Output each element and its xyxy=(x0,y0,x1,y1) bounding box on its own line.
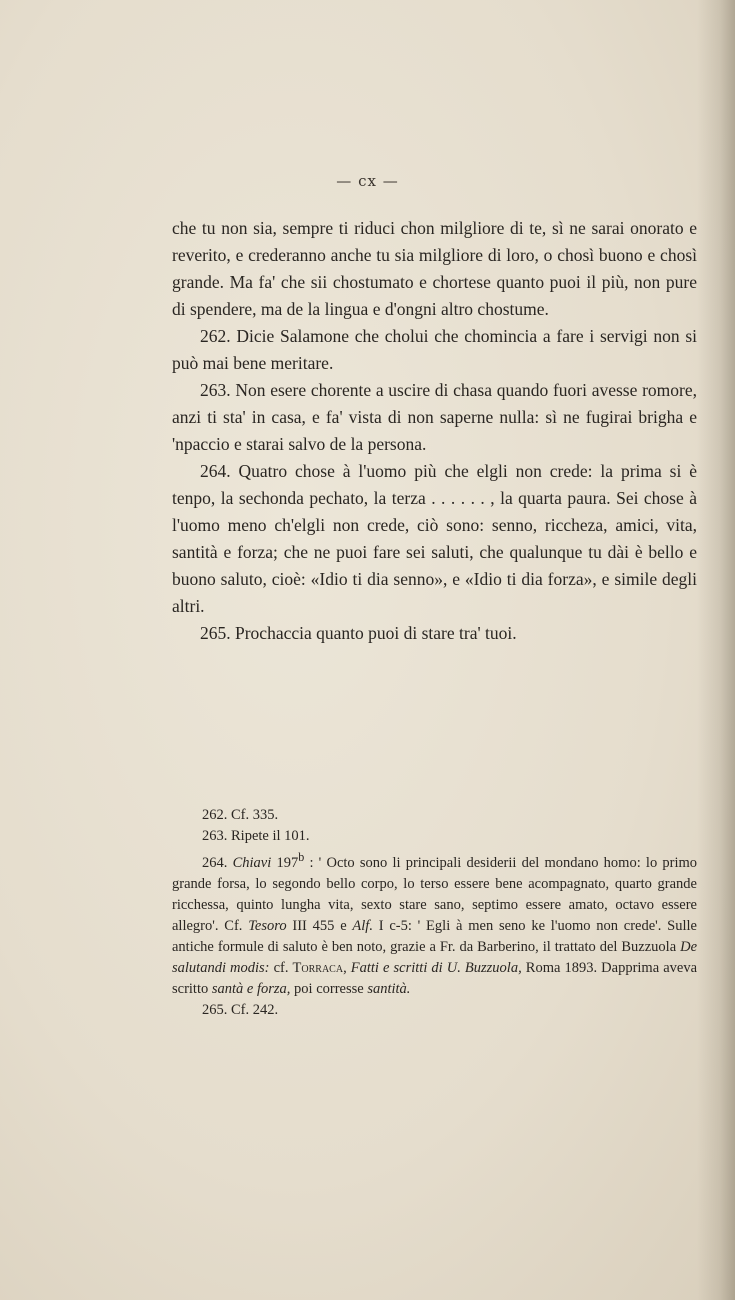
note-264-alf: Alf. xyxy=(352,917,373,934)
paragraph-continuation: che tu non sia, sempre ti riduci chon milgliore di te, sì ne sarai onorato e reverito, e crederanno anche tu sia milgliore di loro, o chosì buono e chosì grande. Ma fa' che sii chostumato e chortese quanto puoi il più, non pure di spendere, ma de la lingua e d'ongni altro chostume. xyxy=(172,218,697,319)
note-264-tesoro: Tesoro xyxy=(248,917,287,934)
note-264-source: Chiavi xyxy=(232,854,272,871)
note-264-cf: cf. xyxy=(273,959,289,976)
note-264-text-1: : ' Octo sono li principali desiderii del mondano homo: lo primo grande forsa, lo segondo bello corpo, lo terso essere bene acompagnato, quarto grande ricchessa, quinto lungha vita, sexto stare sano, septimo essere amato, octavo essere allegro'. Cf. xyxy=(172,854,698,934)
paragraph-265: 265. Prochaccia quanto puoi di stare tra' tuoi. xyxy=(200,623,517,643)
paragraph-264: 264. Quatro chose à l'uomo più che elgli non crede: la prima si è tenpo, la sechonda pechato, la terza . . . . . . , la quarta paura. Sei chose à l'uomo meno ch'elgli non crede, ciò sono: senno, riccheza, amici, vita, santità e forza; che ne puoi fare sei saluti, che qualunque tu dài è bello e buono saluto, cioè: «Idio ti dia senno», e «Idio ti dia forza», e simile degli altri. xyxy=(172,461,697,616)
note-263: 263. Ripete il 101. xyxy=(202,828,310,844)
page-edge-shadow xyxy=(697,0,735,1300)
note-264-original: santà e forza, xyxy=(211,980,291,997)
note-264-text-4: Roma 1893. Dapprima aveva scritto xyxy=(172,959,698,997)
note-264-text-3: I c-5: ' Egli à men seno ke l'uomo non crede'. Sulle antiche formule di saluto è ben noto, grazie a Fr. da Barberino, il trattato del Buzzuola xyxy=(172,917,697,955)
paragraph-263: 263. Non esere chorente a uscire di chasa quando fuori avesse romore, anzi ti sta' in casa, e fa' vista di non saperne nulla: sì ne fugirai brigha e 'npaccio e starai salvo de la persona. xyxy=(172,380,697,454)
note-264-book-title: Fatti e scritti di U. Buzzuola, xyxy=(350,959,522,976)
note-264-number: 264. xyxy=(202,854,228,871)
note-264-text-5: poi corresse xyxy=(294,980,364,997)
note-264-author: Torraca, xyxy=(292,959,347,976)
note-264-folio: 197 xyxy=(276,854,299,871)
note-264-correction: santità. xyxy=(367,980,411,997)
note-262: 262. Cf. 335. xyxy=(202,807,279,823)
note-264 xyxy=(172,847,697,1000)
paragraph-262: 262. Dicie Salamone che cholui che chomincia a fare i servigi non si può mai bene meritare. xyxy=(172,326,697,373)
note-264-text-2: III 455 e xyxy=(292,917,347,934)
page-number-header: — cx — xyxy=(336,172,399,190)
footnotes xyxy=(172,805,697,1021)
main-text xyxy=(172,215,697,647)
note-264-treatise-title: De salutandi modis: xyxy=(172,938,698,976)
note-265: 265. Cf. 242. xyxy=(202,1001,279,1018)
note-264-folio-sup: b xyxy=(298,850,305,864)
